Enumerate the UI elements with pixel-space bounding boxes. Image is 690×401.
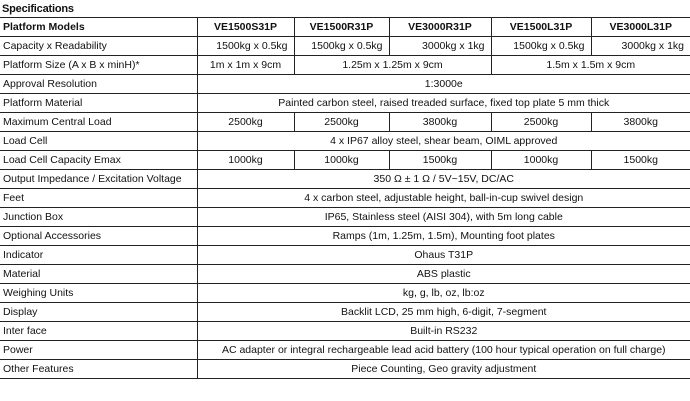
spec-table (0, 17, 690, 379)
table-row (0, 37, 690, 56)
cell-value: 4 x IP67 alloy steel, shear beam, OIML approved (197, 132, 690, 151)
cell-value: Ramps (1m, 1.25m, 1.5m), Mounting foot plates (197, 227, 690, 246)
header-label: Platform Models (3, 21, 85, 33)
row-label: Maximum Central Load (3, 116, 112, 128)
row-label: Load Cell Capacity Emax (3, 154, 121, 166)
table-row (0, 341, 690, 360)
cell-value: 1m x 1m x 9cm (197, 56, 294, 75)
row-label: Load Cell (3, 135, 48, 147)
table-row (0, 94, 690, 113)
cell-value: 1.25m x 1.25m x 9cm (294, 56, 491, 75)
table-row (0, 265, 690, 284)
header-row (0, 18, 690, 37)
row-label: Weighing Units (3, 287, 74, 299)
row-label: Optional Accessories (3, 230, 102, 242)
table-row (0, 322, 690, 341)
cell-value: 1500kg x 0.5kg (294, 37, 389, 56)
cell-value: 2500kg (197, 113, 294, 132)
cell-value: 3800kg (591, 113, 690, 132)
model-header: VE3000L31P (591, 18, 690, 37)
row-label: Platform Size (A x B x minH)* (3, 59, 140, 71)
cell-value: 1500kg (591, 151, 690, 170)
row-label: Display (3, 306, 38, 318)
cell-value: ABS plastic (197, 265, 690, 284)
table-row (0, 56, 690, 75)
cell-value: AC adapter or integral rechargeable lead acid battery (100 hour typical operation on full charge) (197, 341, 690, 360)
model-header: VE1500R31P (294, 18, 389, 37)
cell-value: 1500kg x 0.5kg (491, 37, 591, 56)
cell-value: 1000kg (197, 151, 294, 170)
cell-value: 1.5m x 1.5m x 9cm (491, 56, 690, 75)
table-row (0, 227, 690, 246)
row-label: Output Impedance / Excitation Voltage (3, 173, 182, 185)
table-row (0, 208, 690, 227)
row-label: Inter face (3, 325, 47, 337)
cell-value: 350 Ω ± 1 Ω / 5V~15V, DC/AC (197, 170, 690, 189)
cell-value: Piece Counting, Geo gravity adjustment (197, 360, 690, 379)
row-label: Capacity x Readability (3, 40, 107, 52)
table-row (0, 75, 690, 94)
cell-value: Backlit LCD, 25 mm high, 6-digit, 7-segment (197, 303, 690, 322)
cell-value: 3000kg x 1kg (389, 37, 491, 56)
row-label: Junction Box (3, 211, 64, 223)
table-row (0, 151, 690, 170)
table-row (0, 189, 690, 208)
cell-value: 3800kg (389, 113, 491, 132)
cell-value: Built-in RS232 (197, 322, 690, 341)
cell-value: IP65, Stainless steel (AISI 304), with 5m long cable (197, 208, 690, 227)
cell-value: 1500kg (389, 151, 491, 170)
row-label: Power (3, 344, 33, 356)
cell-value: 1500kg x 0.5kg (197, 37, 294, 56)
cell-value: Painted carbon steel, raised treaded surface, fixed top plate 5 mm thick (197, 94, 690, 113)
cell-value: 2500kg (491, 113, 591, 132)
row-label: Platform Material (3, 97, 83, 109)
cell-value: 3000kg x 1kg (591, 37, 690, 56)
table-row (0, 132, 690, 151)
cell-value: Ohaus T31P (197, 246, 690, 265)
row-label: Indicator (3, 249, 44, 261)
cell-value: 1:3000e (197, 75, 690, 94)
row-label: Other Features (3, 363, 74, 375)
cell-value: 4 x carbon steel, adjustable height, ball-in-cup swivel design (197, 189, 690, 208)
cell-value: kg, g, lb, oz, lb:oz (197, 284, 690, 303)
model-header: VE1500S31P (197, 18, 294, 37)
row-label: Approval Resolution (3, 78, 97, 90)
row-label: Material (3, 268, 41, 280)
table-row (0, 170, 690, 189)
section-title: Specifications (2, 3, 74, 15)
cell-value: 2500kg (294, 113, 389, 132)
table-row (0, 303, 690, 322)
row-label: Feet (3, 192, 25, 204)
table-row (0, 113, 690, 132)
cell-value: 1000kg (491, 151, 591, 170)
table-row (0, 246, 690, 265)
model-header: VE1500L31P (491, 18, 591, 37)
cell-value: 1000kg (294, 151, 389, 170)
table-row (0, 360, 690, 379)
model-header: VE3000R31P (389, 18, 491, 37)
table-row (0, 284, 690, 303)
